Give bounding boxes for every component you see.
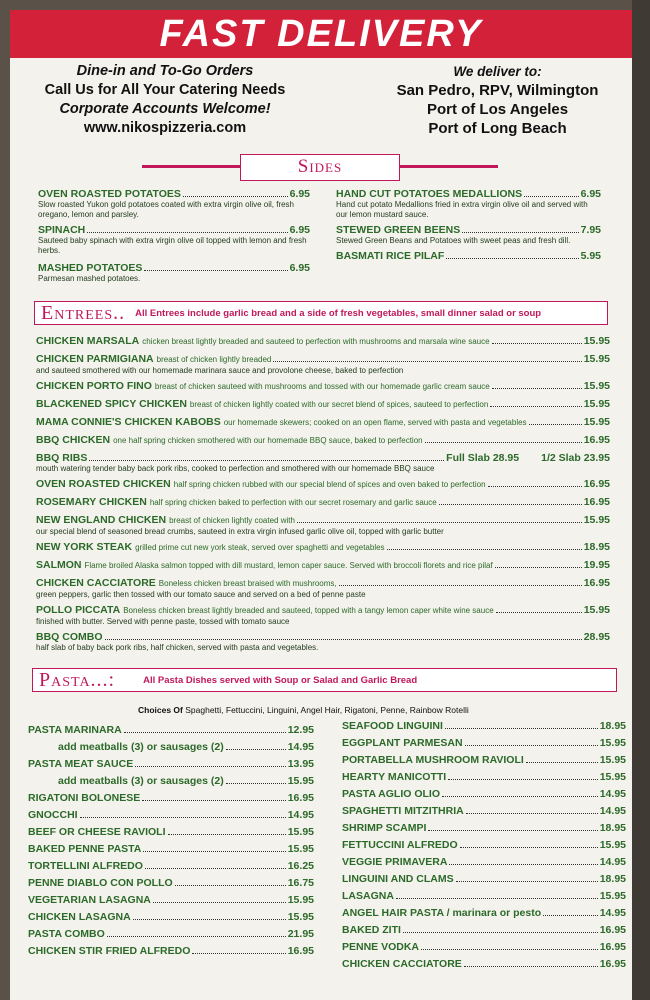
item-name: PASTA MEAT SAUCE	[28, 758, 134, 770]
choices-text: Spaghetti, Fettuccini, Linguini, Angel Hair, Rigatoni, Penne, Rainbow Rotelli	[185, 705, 469, 715]
item-name: PASTA AGLIO OLIO	[342, 788, 440, 800]
item-line	[38, 224, 310, 236]
dot-leader	[135, 766, 286, 767]
item-description: and sauteed smothered with our homemade marinara sauce and provolone cheese, baked to perfection	[36, 366, 404, 375]
menu-item	[336, 188, 601, 220]
entrees-banner	[34, 301, 608, 325]
item-price: 13.95	[287, 758, 314, 770]
menu-item	[36, 603, 610, 627]
item-price: 15.95	[583, 416, 610, 428]
item-price: 28.95	[583, 631, 610, 643]
menu-item	[28, 824, 314, 841]
item-name: FETTUCCINI ALFREDO	[342, 839, 458, 851]
dot-leader	[226, 749, 286, 750]
item-inline-description: breast of chicken lightly coated with our secret blend of spices, sauteed to perfection	[189, 400, 489, 409]
menu-item	[36, 477, 610, 492]
item-name: BAKED PENNE PASTA	[28, 843, 142, 855]
menu-item	[28, 756, 314, 773]
sides-heading: Sides	[240, 154, 400, 181]
item-price: Full Slab 28.95	[446, 452, 520, 464]
menu-item	[36, 352, 610, 376]
info-line: Dine-in and To-Go Orders	[76, 63, 254, 79]
item-line	[36, 576, 610, 591]
item-name: OVEN ROASTED POTATOES	[38, 188, 181, 200]
menu-item	[36, 630, 610, 653]
item-price: 15.95	[287, 775, 314, 787]
item-inline-description: Boneless chicken breast lightly breaded and sauteed, topped with a tangy lemon caper white wine sauce	[123, 606, 494, 615]
item-inline-description: one half spring chicken smothered with our homemade BBQ sauce, baked to perfection	[113, 436, 423, 445]
item-price: 15.95	[287, 894, 314, 906]
item-price: 6.95	[289, 224, 310, 236]
menu-item	[342, 786, 626, 803]
menu-item	[342, 956, 626, 973]
item-price: 15.95	[583, 353, 610, 365]
dot-leader	[105, 639, 582, 640]
menu-item	[342, 752, 626, 769]
item-name: GNOCCHI	[28, 809, 78, 821]
item-inline-description: breast of chicken sauteed with mushrooms and tossed with our homemade garlic cream sauce	[154, 382, 490, 391]
item-price: 14.95	[599, 788, 626, 800]
item-price: 15.95	[287, 826, 314, 838]
item-name: CHICKEN PORTO FINO	[36, 380, 152, 392]
item-name: TORTELLINI ALFREDO	[28, 860, 143, 872]
item-price: 16.95	[583, 478, 610, 490]
item-price: 15.95	[583, 335, 610, 347]
dot-leader	[192, 953, 285, 954]
item-name: add meatballs (3) or sausages (2)	[58, 741, 224, 753]
item-line	[336, 250, 601, 262]
dot-leader	[446, 258, 578, 259]
item-name: ROSEMARY CHICKEN	[36, 496, 147, 508]
item-price: 12.95	[287, 724, 314, 736]
item-name: BBQ CHICKEN	[36, 434, 111, 446]
item-inline-description: grilled prime cut new york steak, served over spaghetti and vegetables	[135, 543, 385, 552]
item-name: SHRIMP SCAMPI	[342, 822, 427, 834]
table-background	[632, 0, 650, 1000]
item-price: 14.95	[599, 907, 626, 919]
item-price: 15.95	[583, 380, 610, 392]
item-name: CHICKEN LASAGNA	[28, 911, 131, 923]
item-name: HAND CUT POTATOES MEDALLIONS	[336, 188, 523, 200]
item-name: CHICKEN CACCIATORE	[342, 958, 462, 970]
item-description: Parmesan mashed potatoes.	[38, 274, 141, 283]
item-price: 15.95	[583, 514, 610, 526]
menu-item	[342, 837, 626, 854]
item-name: STEWED GREEN BEENS	[336, 224, 461, 236]
menu-item	[36, 576, 610, 600]
item-name: SALMON	[36, 559, 82, 571]
item-name: LINGUINI AND CLAMS	[342, 873, 454, 885]
dot-leader	[445, 728, 598, 729]
item-name: PENNE VODKA	[342, 941, 420, 953]
menu-item	[28, 841, 314, 858]
dot-leader	[456, 881, 598, 882]
entrees-heading: Entrees..	[41, 301, 126, 324]
menu-item	[38, 188, 310, 220]
info-line: Port of Long Beach	[428, 120, 567, 137]
menu-item	[36, 451, 610, 474]
item-name: HEARTY MANICOTTI	[342, 771, 447, 783]
dot-leader	[465, 745, 598, 746]
item-inline-description: Flame broiled Alaska salmon topped with dill mustard, lemon caper sauce. Served with broccoli florets and rice pilaf	[84, 561, 493, 570]
item-description: Stewed Green Beans and Potatoes with sweet peas and fresh dill.	[336, 236, 571, 245]
info-line: We deliver to:	[453, 64, 542, 79]
dot-leader	[153, 902, 286, 903]
sides-right-column	[336, 188, 601, 266]
dot-leader	[145, 868, 286, 869]
item-line	[36, 603, 610, 618]
item-line	[336, 224, 601, 236]
item-price: 15.95	[599, 754, 626, 766]
menu-item	[336, 250, 601, 262]
dot-leader	[488, 486, 582, 487]
item-line	[36, 334, 610, 349]
pasta-banner	[32, 668, 617, 692]
item-line	[36, 495, 610, 510]
item-line	[36, 451, 610, 465]
item-inline-description: Boneless chicken breast braised with mushrooms,	[158, 579, 337, 588]
dot-leader	[492, 343, 582, 344]
item-price: 7.95	[580, 224, 601, 236]
item-price: 6.95	[289, 188, 310, 200]
menu-page	[10, 10, 632, 1000]
menu-item	[36, 397, 610, 412]
item-name: ANGEL HAIR PASTA / marinara or pesto	[342, 907, 542, 919]
menu-item	[36, 415, 610, 430]
item-name: PORTABELLA MUSHROOM RAVIOLI	[342, 754, 524, 766]
item-name: MAMA CONNIE'S CHICKEN KABOBS	[36, 416, 221, 428]
menu-item	[28, 926, 314, 943]
item-line	[38, 262, 310, 274]
menu-item	[28, 858, 314, 875]
menu-item	[28, 892, 314, 909]
item-price: 14.95	[287, 809, 314, 821]
dot-leader	[496, 612, 582, 613]
entrees-note: All Entrees include garlic bread and a side of fresh vegetables, small dinner salad or soup	[135, 307, 542, 319]
dot-leader	[144, 270, 287, 271]
menu-item	[28, 722, 314, 739]
item-line	[36, 540, 610, 555]
menu-item	[36, 540, 610, 555]
item-description: our special blend of seasoned bread crumbs, sauteed in extra virgin infused garlic olive oil, topped with garlic butter	[36, 527, 444, 536]
item-inline-description: half spring chicken rubbed with our special blend of spices and oven baked to perfection	[173, 480, 486, 489]
item-name: BASMATI RICE PILAF	[336, 250, 445, 262]
info-line: Call Us for All Your Catering Needs	[44, 82, 286, 98]
sides-left-column	[38, 188, 310, 288]
item-line	[36, 513, 610, 528]
item-name: PASTA COMBO	[28, 928, 105, 940]
item-name: POLLO PICCATA	[36, 604, 121, 616]
item-price: 16.25	[287, 860, 314, 872]
dot-leader	[396, 898, 598, 899]
item-name: BBQ RIBS	[36, 452, 88, 464]
item-price: 5.95	[580, 250, 601, 262]
item-name: PENNE DIABLO CON POLLO	[28, 877, 173, 889]
item-name: MASHED POTATOES	[38, 262, 143, 274]
dot-leader	[168, 834, 286, 835]
item-name: LASAGNA	[342, 890, 394, 902]
item-description: mouth watering tender baby back pork ribs, cooked to perfection and smothered with our homemade BBQ sauce	[36, 464, 435, 473]
dot-leader	[448, 779, 597, 780]
dot-leader	[87, 232, 287, 233]
dot-leader	[339, 585, 582, 586]
item-name: SPINACH	[38, 224, 86, 236]
item-price-half: 1/2 Slab 23.95	[541, 452, 610, 464]
dot-leader	[492, 388, 582, 389]
dot-leader	[466, 813, 598, 814]
dot-leader	[421, 949, 598, 950]
item-price: 18.95	[599, 873, 626, 885]
item-line	[36, 630, 610, 644]
menu-item	[342, 871, 626, 888]
item-price: 19.95	[583, 559, 610, 571]
dot-leader	[297, 522, 582, 523]
website-link[interactable]: www.nikospizzeria.com	[83, 120, 247, 136]
menu-item	[342, 854, 626, 871]
pasta-note: All Pasta Dishes served with Soup or Salad and Garlic Bread	[143, 674, 418, 686]
item-name: CHICKEN CACCIATORE	[36, 577, 156, 589]
info-line: San Pedro, RPV, Wilmington	[396, 82, 599, 99]
pasta-heading: Pasta...:	[39, 668, 116, 691]
item-price: 18.95	[583, 541, 610, 553]
menu-item	[36, 495, 610, 510]
dot-leader	[273, 361, 581, 362]
item-description: Slow roasted Yukon gold potatoes coated with extra virgin olive oil, fresh oregano, lemon and parsley.	[38, 200, 294, 219]
menu-item	[336, 224, 601, 246]
dot-leader	[526, 762, 598, 763]
menu-item	[342, 888, 626, 905]
item-name: BAKED ZITI	[342, 924, 401, 936]
item-price: 15.95	[599, 771, 626, 783]
entrees-list	[36, 334, 610, 656]
item-line	[36, 477, 610, 492]
item-price: 15.95	[599, 737, 626, 749]
menu-item	[342, 803, 626, 820]
pasta-left-column	[28, 722, 314, 960]
item-name: SPAGHETTI MITZITHRIA	[342, 805, 464, 817]
menu-item	[36, 334, 610, 349]
item-price: 15.95	[599, 839, 626, 851]
menu-item	[38, 224, 310, 256]
item-price: 15.95	[583, 604, 610, 616]
item-name: BLACKENED SPICY CHICKEN	[36, 398, 187, 410]
item-line	[36, 415, 610, 430]
header-band	[10, 10, 632, 58]
item-price: 6.95	[289, 262, 310, 274]
item-price: 14.95	[599, 805, 626, 817]
menu-item	[28, 909, 314, 926]
info-line: Corporate Accounts Welcome!	[59, 101, 271, 117]
menu-item	[342, 769, 626, 786]
item-price: 16.95	[583, 496, 610, 508]
menu-item	[36, 513, 610, 537]
item-price: 16.95	[287, 945, 314, 957]
item-price: 14.95	[287, 741, 314, 753]
dot-leader	[439, 504, 582, 505]
menu-item	[28, 875, 314, 892]
dot-leader	[89, 460, 444, 461]
menu-item	[36, 379, 610, 394]
dot-leader	[107, 936, 286, 937]
item-name: CHICKEN PARMIGIANA	[36, 353, 154, 365]
menu-item	[28, 807, 314, 824]
menu-item	[28, 773, 314, 790]
item-inline-description: breast of chicken lightly breaded	[156, 355, 272, 364]
item-price: 16.95	[599, 958, 626, 970]
item-name: CHICKEN MARSALA	[36, 335, 140, 347]
item-line	[38, 188, 310, 200]
dot-leader	[387, 549, 582, 550]
item-price: 18.95	[599, 822, 626, 834]
item-inline-description: half spring chicken baked to perfection with our secret rosemary and garlic sauce	[149, 498, 437, 507]
item-price: 14.95	[599, 856, 626, 868]
item-name: NEW ENGLAND CHICKEN	[36, 514, 167, 526]
menu-item	[38, 262, 310, 284]
menu-item	[28, 790, 314, 807]
delivery-info	[370, 62, 625, 138]
item-inline-description: our homemade skewers; cooked on an open flame, served with pasta and vegetables	[223, 418, 527, 427]
dot-leader	[124, 732, 286, 733]
menu-item	[342, 820, 626, 837]
dot-leader	[403, 932, 598, 933]
choices-label: Choices Of	[138, 705, 183, 715]
dot-leader	[449, 864, 597, 865]
pasta-choices	[138, 705, 469, 715]
menu-item	[28, 943, 314, 960]
item-price: 15.95	[599, 890, 626, 902]
item-description: finished with butter. Served with penne paste, tossed with tomato sauce	[36, 617, 290, 626]
item-price: 15.95	[583, 398, 610, 410]
menu-item	[342, 735, 626, 752]
item-name: CHICKEN STIR FRIED ALFREDO	[28, 945, 191, 957]
menu-item	[342, 939, 626, 956]
item-name: VEGGIE PRIMAVERA	[342, 856, 448, 868]
divider	[142, 165, 240, 168]
menu-item	[36, 433, 610, 448]
item-price: 6.95	[580, 188, 601, 200]
dot-leader	[495, 567, 582, 568]
item-price: 16.95	[583, 577, 610, 589]
item-name: RIGATONI BOLONESE	[28, 792, 141, 804]
dot-leader	[428, 830, 597, 831]
item-name: PASTA MARINARA	[28, 724, 122, 736]
item-line	[36, 397, 610, 412]
dot-leader	[80, 817, 286, 818]
menu-item	[342, 922, 626, 939]
menu-item	[28, 739, 314, 756]
item-inline-description: chicken breast lightly breaded and sauteed to perfection with mushrooms and marsala wine sauce	[142, 337, 490, 346]
item-line	[36, 558, 610, 573]
dot-leader	[142, 800, 286, 801]
item-price: 15.95	[287, 843, 314, 855]
item-price: 16.95	[583, 434, 610, 446]
pasta-right-column	[342, 718, 626, 973]
item-name: SEAFOOD LINGUINI	[342, 720, 443, 732]
dot-leader	[133, 919, 286, 920]
dot-leader	[442, 796, 598, 797]
dot-leader	[460, 847, 598, 848]
dot-leader	[143, 851, 285, 852]
item-price: 16.95	[287, 792, 314, 804]
item-description: Hand cut potato Medallions fried in extra virgin olive oil and served with our lemon mustard sauce.	[336, 200, 588, 219]
item-name: add meatballs (3) or sausages (2)	[58, 775, 224, 787]
item-price: 18.95	[599, 720, 626, 732]
divider	[400, 165, 498, 168]
item-line	[336, 188, 601, 200]
item-price: 21.95	[287, 928, 314, 940]
info-line: Port of Los Angeles	[426, 101, 569, 118]
dot-leader	[529, 424, 582, 425]
item-line	[36, 433, 610, 448]
service-info	[30, 62, 300, 138]
item-description: half slab of baby back pork ribs, half chicken, served with pasta and vegetables.	[36, 643, 319, 652]
item-price: 15.95	[287, 911, 314, 923]
item-price: 16.95	[599, 941, 626, 953]
dot-leader	[490, 406, 581, 407]
item-description: green peppers, garlic then tossed with our tomato sauce and served on a bed of penne paste	[36, 590, 366, 599]
menu-item	[342, 718, 626, 735]
item-price: 16.75	[287, 877, 314, 889]
page-title: FAST DELIVERY	[159, 13, 483, 55]
dot-leader	[226, 783, 286, 784]
item-name: VEGETARIAN LASAGNA	[28, 894, 151, 906]
dot-leader	[183, 196, 288, 197]
menu-item	[342, 905, 626, 922]
item-name: BBQ COMBO	[36, 631, 103, 643]
dot-leader	[425, 442, 582, 443]
item-description: Sauteed baby spinach with extra virgin olive oil topped with lemon and fresh herbs.	[38, 236, 307, 255]
menu-item	[36, 558, 610, 573]
item-name: BEEF OR CHEESE RAVIOLI	[28, 826, 166, 838]
dot-leader	[543, 915, 598, 916]
item-name: OVEN ROASTED CHICKEN	[36, 478, 171, 490]
dot-leader	[524, 196, 578, 197]
item-price: 16.95	[599, 924, 626, 936]
item-line	[36, 379, 610, 394]
item-inline-description: breast of chicken lightly coated with	[169, 516, 295, 525]
dot-leader	[462, 232, 578, 233]
dot-leader	[175, 885, 286, 886]
dot-leader	[464, 966, 598, 967]
item-name: NEW YORK STEAK	[36, 541, 133, 553]
item-name: EGGPLANT PARMESAN	[342, 737, 463, 749]
item-line	[36, 352, 610, 367]
